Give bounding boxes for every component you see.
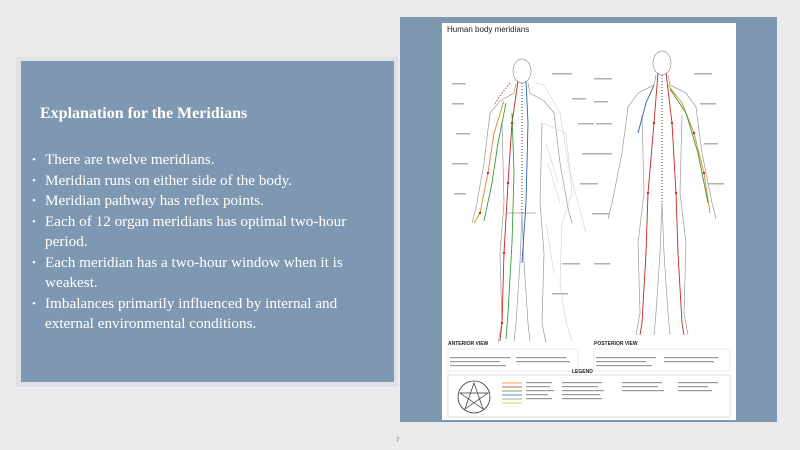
bullet-item [32,150,387,171]
info-block-posterior [594,349,730,371]
bullet-dot: • [32,215,36,228]
info-block-anterior [448,349,578,371]
bullet-dot: • [32,174,36,187]
bullet-item [32,294,387,335]
anterior-muscle-overlay [537,83,586,341]
bullet-text: Each of 12 organ meridians has optimal two-hour period. [45,212,347,250]
page-number: 7 [396,438,400,444]
bullet-dot: • [32,297,36,310]
bullet-text: Imbalances primarily influenced by internal and external environmental conditions. [45,294,338,332]
slide-heading: Explanation for the Meridians [40,105,248,122]
legend-box [448,375,730,417]
figure-title: Human body meridians [447,25,530,34]
text-card [21,61,394,382]
anterior-meridian-lines [474,81,528,341]
bullet-list [32,150,387,335]
bullet-dot: • [32,195,36,207]
bullet-text: Each meridian has a two-hour window when it is weakest. [45,253,343,291]
posterior-view-label: POSTERIOR VIEW [594,341,638,347]
anterior-view-label: ANTERIOR VIEW [448,341,489,347]
bullet-dot: • [32,256,36,269]
bullet-item [32,171,387,192]
legend-label: LEGEND [572,369,593,375]
meridian-chart-image [442,23,736,420]
bullet-item [32,212,387,253]
bullet-item [32,253,387,294]
posterior-meridian-lines [638,73,710,335]
bullet-text: There are twelve meridians. [45,151,215,168]
bullet-text: Meridian runs on either side of the body. [45,171,293,189]
bullet-dot: • [32,154,36,166]
bullet-item [32,191,387,212]
bullet-text: Meridian pathway has reflex points. [45,192,264,209]
meridian-body-illustration [442,23,736,420]
